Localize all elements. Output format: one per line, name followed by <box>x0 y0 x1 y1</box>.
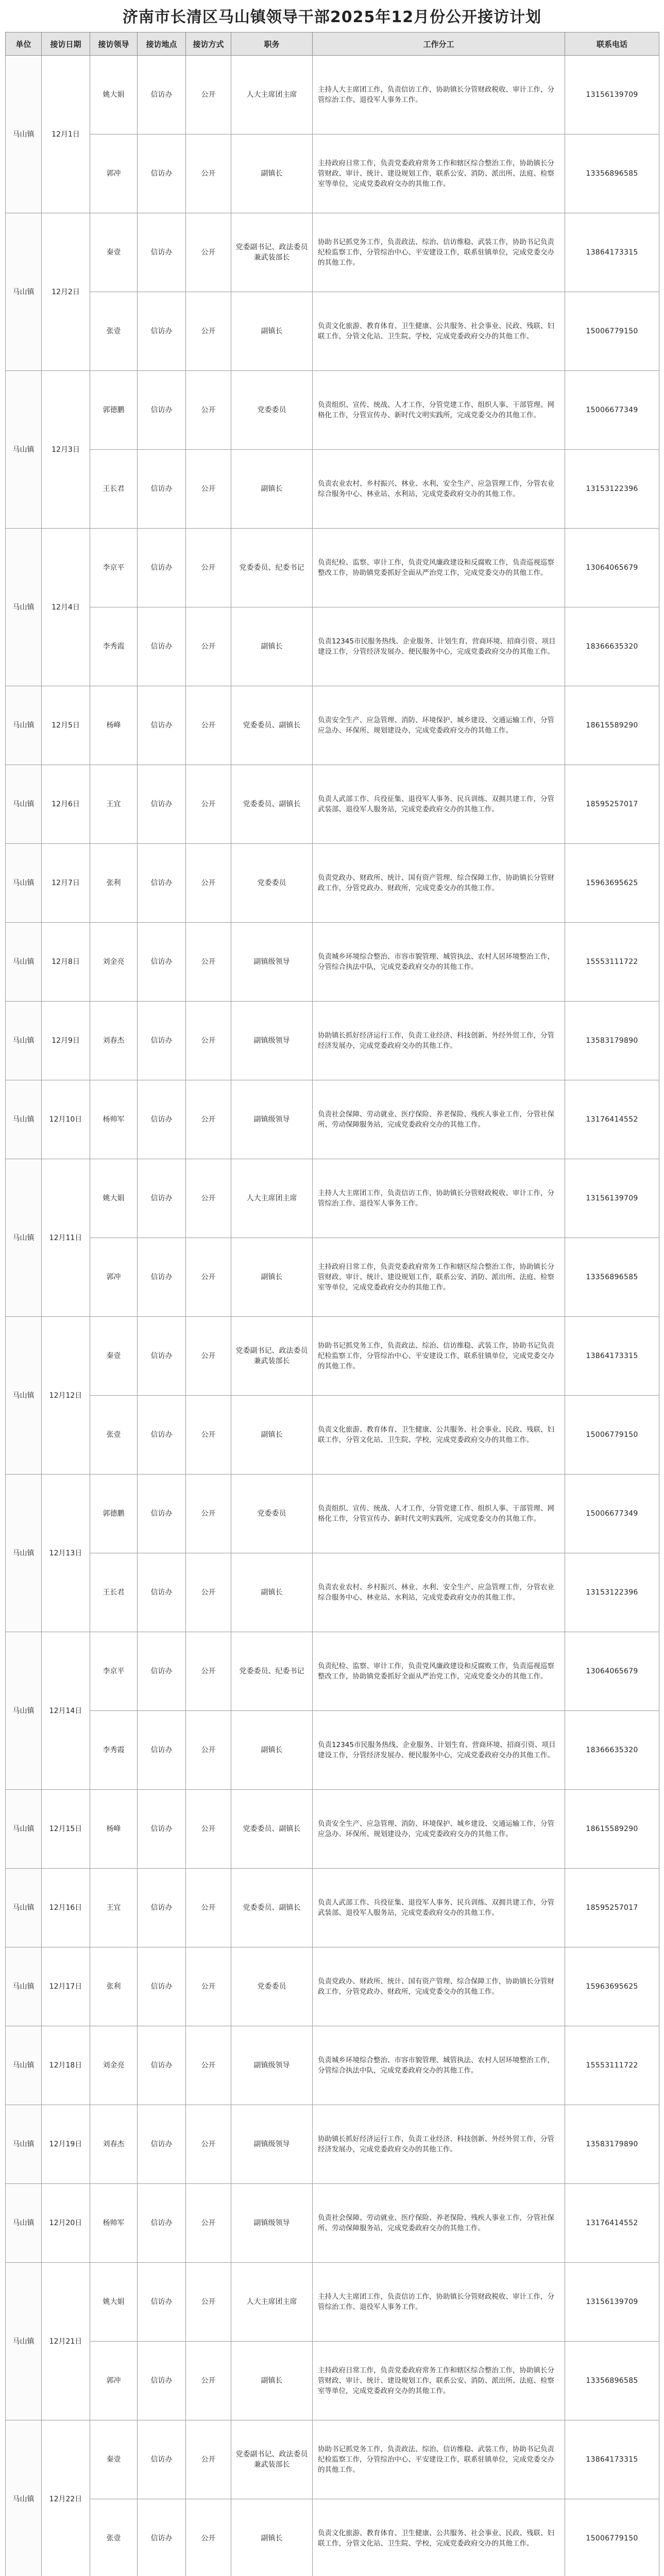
cell-leader: 刘春杰 <box>90 2105 138 2184</box>
cell-place: 信访办 <box>138 1711 186 1790</box>
cell-place: 信访办 <box>138 371 186 450</box>
cell-phone: 13356896585 <box>565 134 659 213</box>
cell-phone: 13064065679 <box>565 1632 659 1711</box>
cell-mode: 公开 <box>186 1947 231 2026</box>
cell-phone: 13176414552 <box>565 1080 659 1159</box>
document-title: 济南市长清区马山镇领导干部2025年12月份公开接访计划 <box>122 8 542 26</box>
cell-phone: 13176414552 <box>565 2184 659 2263</box>
cell-phone: 18615589290 <box>565 686 659 765</box>
cell-leader: 李秀霞 <box>90 607 138 686</box>
cell-leader: 王宜 <box>90 1869 138 1947</box>
table-row <box>6 134 659 213</box>
cell-leader: 杨峰 <box>90 686 138 765</box>
cell-duty: 负责纪检、监察、审计工作，负责党风廉政建设和反腐败工作，负责巡视巡察整改工作，协助镇党委抓好全面从严治党工作，完成党委交办的其他工作。 <box>313 529 565 607</box>
table-row <box>6 1396 659 1475</box>
visit-schedule-table <box>5 32 659 2576</box>
cell-phone: 13064065679 <box>565 529 659 607</box>
cell-date: 12月19日 <box>42 2105 90 2184</box>
cell-mode: 公开 <box>186 1553 231 1632</box>
cell-mode: 公开 <box>186 2105 231 2184</box>
table-row <box>6 2184 659 2263</box>
cell-post: 党委委员 <box>231 1475 313 1553</box>
cell-place: 信访办 <box>138 1947 186 2026</box>
table-row <box>6 1632 659 1711</box>
cell-duty: 负责农业农村、乡村振兴、林业、水利、安全生产、应急管理工作，分管农业综合服务中心、林业站、水利站，完成党委政府交办的其他工作。 <box>313 1553 565 1632</box>
cell-date: 12月13日 <box>42 1475 90 1632</box>
cell-phone: 13156139709 <box>565 56 659 134</box>
header-place: 接访地点 <box>138 32 186 56</box>
table-row <box>6 2342 659 2420</box>
cell-unit: 马山镇 <box>6 844 42 923</box>
cell-unit: 马山镇 <box>6 1002 42 1080</box>
cell-phone: 18366635320 <box>565 607 659 686</box>
table-row <box>6 2263 659 2342</box>
cell-unit: 马山镇 <box>6 1159 42 1317</box>
cell-duty: 负责安全生产、应急管理、消防、环境保护、城乡建设、交通运输工作，分管应急办、环保所、规划建设办，完成党委政府交办的其他工作。 <box>313 686 565 765</box>
cell-mode: 公开 <box>186 2499 231 2576</box>
cell-post: 副镇级领导 <box>231 923 313 1002</box>
cell-leader: 刘金亮 <box>90 2026 138 2105</box>
cell-duty: 负责组织、宣传、统战、人才工作，分管党建工作、组织人事、干部管理、网格化工作，分管宣传办、新时代文明实践所，完成党委交办的其他工作。 <box>313 1475 565 1553</box>
cell-mode: 公开 <box>186 2342 231 2420</box>
cell-place: 信访办 <box>138 2420 186 2499</box>
cell-leader: 张壹 <box>90 1396 138 1475</box>
cell-phone: 13583179890 <box>565 1002 659 1080</box>
cell-duty: 负责组织、宣传、统战、人才工作，分管党建工作、组织人事、干部管理、网格化工作，分管宣传办、新时代文明实践所，完成党委交办的其他工作。 <box>313 371 565 450</box>
cell-leader: 李京平 <box>90 529 138 607</box>
cell-post: 党委副书记、政法委员兼武装部长 <box>231 213 313 292</box>
table-row <box>6 56 659 134</box>
cell-post: 人大主席团主席 <box>231 1159 313 1238</box>
cell-unit: 马山镇 <box>6 529 42 686</box>
cell-place: 信访办 <box>138 529 186 607</box>
cell-unit: 马山镇 <box>6 213 42 371</box>
cell-mode: 公开 <box>186 1396 231 1475</box>
cell-date: 12月22日 <box>42 2420 90 2576</box>
cell-unit: 马山镇 <box>6 923 42 1002</box>
cell-phone: 15006779150 <box>565 1396 659 1475</box>
cell-post: 党委委员、纪委书记 <box>231 1632 313 1711</box>
header-duty: 工作分工 <box>313 32 565 56</box>
header-post: 职务 <box>231 32 313 56</box>
cell-mode: 公开 <box>186 529 231 607</box>
cell-leader: 刘金亮 <box>90 923 138 1002</box>
cell-place: 信访办 <box>138 1632 186 1711</box>
cell-date: 12月1日 <box>42 56 90 213</box>
cell-leader: 张壹 <box>90 2499 138 2576</box>
table-row <box>6 2420 659 2499</box>
cell-place: 信访办 <box>138 2184 186 2263</box>
cell-post: 党委副书记、政法委员兼武装部长 <box>231 1317 313 1396</box>
table-row <box>6 1475 659 1553</box>
cell-place: 信访办 <box>138 1238 186 1317</box>
cell-mode: 公开 <box>186 765 231 844</box>
cell-date: 12月20日 <box>42 2184 90 2263</box>
cell-mode: 公开 <box>186 1711 231 1790</box>
cell-unit: 马山镇 <box>6 2420 42 2576</box>
cell-duty: 协助镇长抓好经济运行工作，负责工业经济、科技创新、外经外贸工作，分管经济发展办，完成党委政府交办的其他工作。 <box>313 1002 565 1080</box>
cell-phone: 13864173315 <box>565 213 659 292</box>
cell-leader: 王长君 <box>90 1553 138 1632</box>
cell-mode: 公开 <box>186 923 231 1002</box>
cell-leader: 刘春杰 <box>90 1002 138 1080</box>
cell-date: 12月21日 <box>42 2263 90 2420</box>
cell-leader: 秦壹 <box>90 2420 138 2499</box>
cell-mode: 公开 <box>186 1238 231 1317</box>
cell-duty: 负责城乡环境综合整治、市容市貌管理、城管执法、农村人居环境整治工作，分管综合执法中队，完成党委政府交办的其他工作。 <box>313 2026 565 2105</box>
cell-leader: 郭冲 <box>90 1238 138 1317</box>
table-row <box>6 1790 659 1869</box>
cell-place: 信访办 <box>138 1396 186 1475</box>
cell-post: 副镇长 <box>231 2342 313 2420</box>
cell-place: 信访办 <box>138 134 186 213</box>
cell-mode: 公开 <box>186 1632 231 1711</box>
cell-mode: 公开 <box>186 56 231 134</box>
cell-leader: 杨帅军 <box>90 1080 138 1159</box>
cell-leader: 姚大娟 <box>90 1159 138 1238</box>
cell-unit: 马山镇 <box>6 1475 42 1632</box>
cell-place: 信访办 <box>138 1080 186 1159</box>
cell-date: 12月2日 <box>42 213 90 371</box>
cell-date: 12月4日 <box>42 529 90 686</box>
cell-unit: 马山镇 <box>6 1947 42 2026</box>
cell-mode: 公开 <box>186 1002 231 1080</box>
table-row <box>6 923 659 1002</box>
cell-phone: 18366635320 <box>565 1711 659 1790</box>
table-row <box>6 213 659 292</box>
cell-duty: 主持人大主席团工作，负责信访工作，协助镇长分管财政税收、审计工作，分管综治工作、退役军人事务工作。 <box>313 2263 565 2342</box>
cell-place: 信访办 <box>138 292 186 371</box>
table-row <box>6 686 659 765</box>
cell-duty: 负责文化旅游、教育体育、卫生健康、公共服务、社会事业、民政、残联、妇联工作，分管文化站、卫生院、学校，完成党委政府交办的其他工作。 <box>313 2499 565 2576</box>
table-row <box>6 844 659 923</box>
cell-leader: 张利 <box>90 1947 138 2026</box>
cell-place: 信访办 <box>138 2342 186 2420</box>
cell-mode: 公开 <box>186 1790 231 1869</box>
cell-mode: 公开 <box>186 292 231 371</box>
cell-post: 党委委员、纪委书记 <box>231 529 313 607</box>
cell-place: 信访办 <box>138 1159 186 1238</box>
table-row <box>6 1947 659 2026</box>
table-row <box>6 450 659 529</box>
cell-leader: 姚大娟 <box>90 2263 138 2342</box>
table-row <box>6 2026 659 2105</box>
table-row <box>6 2499 659 2576</box>
table-row <box>6 1553 659 1632</box>
table-row <box>6 1159 659 1238</box>
cell-duty: 协助镇长抓好经济运行工作，负责工业经济、科技创新、外经外贸工作，分管经济发展办，完成党委政府交办的其他工作。 <box>313 2105 565 2184</box>
cell-unit: 马山镇 <box>6 1869 42 1947</box>
cell-place: 信访办 <box>138 1553 186 1632</box>
cell-post: 党委委员、副镇长 <box>231 1869 313 1947</box>
cell-post: 人大主席团主席 <box>231 2263 313 2342</box>
cell-duty: 负责党政办、财政所、统计、国有资产管理、综合保障工作，协助镇长分管财政工作，分管党政办、财政所，完成党委交办的其他工作。 <box>313 1947 565 2026</box>
cell-duty: 负责社会保障、劳动就业、医疗保险、养老保险、残疾人事业工作，分管社保所、劳动保障服务站，完成党委政府交办的其他工作。 <box>313 2184 565 2263</box>
cell-date: 12月3日 <box>42 371 90 529</box>
cell-post: 副镇长 <box>231 1711 313 1790</box>
cell-place: 信访办 <box>138 923 186 1002</box>
cell-mode: 公开 <box>186 371 231 450</box>
cell-mode: 公开 <box>186 844 231 923</box>
cell-leader: 秦壹 <box>90 213 138 292</box>
cell-date: 12月9日 <box>42 1002 90 1080</box>
cell-date: 12月14日 <box>42 1632 90 1790</box>
cell-post: 副镇级领导 <box>231 2184 313 2263</box>
cell-post: 党委委员、副镇长 <box>231 765 313 844</box>
cell-mode: 公开 <box>186 1869 231 1947</box>
cell-leader: 杨帅军 <box>90 2184 138 2263</box>
cell-post: 副镇级领导 <box>231 2026 313 2105</box>
cell-post: 党委委员 <box>231 844 313 923</box>
cell-unit: 马山镇 <box>6 2263 42 2420</box>
cell-post: 副镇长 <box>231 607 313 686</box>
cell-post: 副镇级领导 <box>231 1002 313 1080</box>
cell-mode: 公开 <box>186 2420 231 2499</box>
cell-place: 信访办 <box>138 56 186 134</box>
cell-duty: 负责文化旅游、教育体育、卫生健康、公共服务、社会事业、民政、残联、妇联工作，分管文化站、卫生院、学校，完成党委政府交办的其他工作。 <box>313 1396 565 1475</box>
cell-place: 信访办 <box>138 1790 186 1869</box>
cell-post: 副镇级领导 <box>231 1080 313 1159</box>
cell-post: 副镇长 <box>231 134 313 213</box>
header-date: 接访日期 <box>42 32 90 56</box>
cell-phone: 13156139709 <box>565 1159 659 1238</box>
cell-date: 12月17日 <box>42 1947 90 2026</box>
cell-place: 信访办 <box>138 1475 186 1553</box>
cell-duty: 主持政府日常工作，负责党委政府常务工作和辖区综合整治工作，协助镇长分管财政、审计、统计、建设规划工作，联系公安、消防、派出所、法庭、检察室等单位，完成党委政府交办的其他工作。 <box>313 2342 565 2420</box>
cell-post: 党委委员 <box>231 371 313 450</box>
cell-mode: 公开 <box>186 213 231 292</box>
cell-phone: 15006779150 <box>565 292 659 371</box>
cell-phone: 13864173315 <box>565 1317 659 1396</box>
cell-phone: 15963695625 <box>565 844 659 923</box>
cell-date: 12月5日 <box>42 686 90 765</box>
cell-leader: 郭冲 <box>90 2342 138 2420</box>
cell-date: 12月15日 <box>42 1790 90 1869</box>
cell-mode: 公开 <box>186 1159 231 1238</box>
cell-unit: 马山镇 <box>6 2184 42 2263</box>
cell-leader: 杨峰 <box>90 1790 138 1869</box>
cell-duty: 主持人大主席团工作，负责信访工作，协助镇长分管财政税收、审计工作，分管综治工作、退役军人事务工作。 <box>313 1159 565 1238</box>
cell-phone: 15006677349 <box>565 371 659 450</box>
cell-duty: 协助书记抓党务工作，负责政法、综治、信访维稳、武装工作，协助书记负责纪检监察工作，分管综治中心、平安建设工作，联系驻镇单位，完成党委交办的其他工作。 <box>313 213 565 292</box>
cell-phone: 18595257017 <box>565 765 659 844</box>
cell-place: 信访办 <box>138 1317 186 1396</box>
cell-unit: 马山镇 <box>6 765 42 844</box>
cell-leader: 秦壹 <box>90 1317 138 1396</box>
cell-place: 信访办 <box>138 607 186 686</box>
cell-mode: 公开 <box>186 450 231 529</box>
cell-date: 12月12日 <box>42 1317 90 1475</box>
cell-place: 信访办 <box>138 765 186 844</box>
cell-mode: 公开 <box>186 2184 231 2263</box>
header-mode: 接访方式 <box>186 32 231 56</box>
table-row <box>6 1238 659 1317</box>
cell-phone: 13864173315 <box>565 2420 659 2499</box>
cell-post: 副镇长 <box>231 2499 313 2576</box>
cell-duty: 负责安全生产、应急管理、消防、环境保护、城乡建设、交通运输工作，分管应急办、环保所、规划建设办，完成党委政府交办的其他工作。 <box>313 1790 565 1869</box>
header-leader: 接访领导 <box>90 32 138 56</box>
cell-phone: 13156139709 <box>565 2263 659 2342</box>
cell-post: 人大主席团主席 <box>231 56 313 134</box>
cell-unit: 马山镇 <box>6 371 42 529</box>
cell-phone: 15963695625 <box>565 1947 659 2026</box>
table-row <box>6 1711 659 1790</box>
cell-phone: 13153122396 <box>565 450 659 529</box>
cell-place: 信访办 <box>138 450 186 529</box>
cell-post: 副镇长 <box>231 292 313 371</box>
cell-phone: 18595257017 <box>565 1869 659 1947</box>
cell-leader: 李秀霞 <box>90 1711 138 1790</box>
cell-duty: 主持政府日常工作，负责党委政府常务工作和辖区综合整治工作，协助镇长分管财政、审计、统计、建设规划工作，联系公安、消防、派出所、法庭、检察室等单位，完成党委政府交办的其他工作。 <box>313 134 565 213</box>
header-phone: 联系电话 <box>565 32 659 56</box>
table-row <box>6 2105 659 2184</box>
cell-duty: 协助书记抓党务工作，负责政法、综治、信访维稳、武装工作，协助书记负责纪检监察工作，分管综治中心、平安建设工作，联系驻镇单位，完成党委交办的其他工作。 <box>313 1317 565 1396</box>
cell-date: 12月11日 <box>42 1159 90 1317</box>
cell-place: 信访办 <box>138 844 186 923</box>
table-row <box>6 1080 659 1159</box>
cell-place: 信访办 <box>138 213 186 292</box>
cell-duty: 协助书记抓党务工作，负责政法、综治、信访维稳、武装工作，协助书记负责纪检监察工作，分管综治中心、平安建设工作，联系驻镇单位，完成党委交办的其他工作。 <box>313 2420 565 2499</box>
cell-unit: 马山镇 <box>6 2026 42 2105</box>
cell-duty: 负责文化旅游、教育体育、卫生健康、公共服务、社会事业、民政、残联、妇联工作，分管文化站、卫生院、学校，完成党委政府交办的其他工作。 <box>313 292 565 371</box>
cell-unit: 马山镇 <box>6 2105 42 2184</box>
cell-place: 信访办 <box>138 1869 186 1947</box>
cell-place: 信访办 <box>138 2263 186 2342</box>
cell-post: 党委委员、副镇长 <box>231 686 313 765</box>
header-unit: 单位 <box>6 32 42 56</box>
cell-unit: 马山镇 <box>6 1080 42 1159</box>
cell-leader: 郭冲 <box>90 134 138 213</box>
table-body <box>6 56 659 2576</box>
cell-mode: 公开 <box>186 2026 231 2105</box>
cell-leader: 郭德鹏 <box>90 1475 138 1553</box>
cell-duty: 主持政府日常工作，负责党委政府常务工作和辖区综合整治工作，协助镇长分管财政、审计、统计、建设规划工作，联系公安、消防、派出所、法庭、检察室等单位，完成党委政府交办的其他工作。 <box>313 1238 565 1317</box>
cell-phone: 15006677349 <box>565 1475 659 1553</box>
cell-leader: 王长君 <box>90 450 138 529</box>
cell-mode: 公开 <box>186 1080 231 1159</box>
cell-mode: 公开 <box>186 1475 231 1553</box>
table-row <box>6 765 659 844</box>
cell-date: 12月6日 <box>42 765 90 844</box>
cell-unit: 马山镇 <box>6 1790 42 1869</box>
cell-leader: 郭德鹏 <box>90 371 138 450</box>
cell-post: 副镇长 <box>231 1553 313 1632</box>
cell-unit: 马山镇 <box>6 1317 42 1475</box>
cell-post: 党委委员 <box>231 1947 313 2026</box>
cell-place: 信访办 <box>138 1002 186 1080</box>
cell-post: 副镇长 <box>231 1238 313 1317</box>
table-row <box>6 1869 659 1947</box>
cell-post: 党委委员、副镇长 <box>231 1790 313 1869</box>
cell-mode: 公开 <box>186 686 231 765</box>
cell-phone: 15553111722 <box>565 2026 659 2105</box>
cell-date: 12月18日 <box>42 2026 90 2105</box>
table-row <box>6 1317 659 1396</box>
cell-duty: 负责农业农村、乡村振兴、林业、水利、安全生产、应急管理工作，分管农业综合服务中心、林业站、水利站，完成党委政府交办的其他工作。 <box>313 450 565 529</box>
cell-place: 信访办 <box>138 2105 186 2184</box>
cell-mode: 公开 <box>186 1317 231 1396</box>
cell-mode: 公开 <box>186 2263 231 2342</box>
cell-phone: 13583179890 <box>565 2105 659 2184</box>
cell-phone: 18615589290 <box>565 1790 659 1869</box>
cell-duty: 负责人武部工作、兵役征集、退役军人事务、民兵训练、双拥共建工作，分管武装部、退役军人服务站，完成党委政府交办的其他工作。 <box>313 1869 565 1947</box>
cell-duty: 主持人大主席团工作，负责信访工作，协助镇长分管财政税收、审计工作，分管综治工作、退役军人事务工作。 <box>313 56 565 134</box>
cell-leader: 王宜 <box>90 765 138 844</box>
cell-post: 党委副书记、政法委员兼武装部长 <box>231 2420 313 2499</box>
cell-date: 12月7日 <box>42 844 90 923</box>
cell-phone: 13153122396 <box>565 1553 659 1632</box>
cell-duty: 负责城乡环境综合整治、市容市貌管理、城管执法、农村人居环境整治工作，分管综合执法中队，完成党委政府交办的其他工作。 <box>313 923 565 1002</box>
cell-duty: 负责12345市民服务热线、企业服务、计划生育、营商环境、招商引资、项目建设工作，分管经济发展办、便民服务中心，完成党委政府交办的其他工作。 <box>313 1711 565 1790</box>
cell-date: 12月10日 <box>42 1080 90 1159</box>
cell-post: 副镇级领导 <box>231 2105 313 2184</box>
cell-phone: 15553111722 <box>565 923 659 1002</box>
cell-leader: 张壹 <box>90 292 138 371</box>
cell-place: 信访办 <box>138 2026 186 2105</box>
cell-date: 12月16日 <box>42 1869 90 1947</box>
cell-leader: 李京平 <box>90 1632 138 1711</box>
cell-phone: 15006779150 <box>565 2499 659 2576</box>
cell-mode: 公开 <box>186 607 231 686</box>
table-row <box>6 607 659 686</box>
cell-leader: 姚大娟 <box>90 56 138 134</box>
cell-unit: 马山镇 <box>6 686 42 765</box>
table-row <box>6 1002 659 1080</box>
cell-unit: 马山镇 <box>6 1632 42 1790</box>
cell-mode: 公开 <box>186 134 231 213</box>
cell-duty: 负责纪检、监察、审计工作，负责党风廉政建设和反腐败工作，负责巡视巡察整改工作，协助镇党委抓好全面从严治党工作，完成党委交办的其他工作。 <box>313 1632 565 1711</box>
table-row <box>6 371 659 450</box>
cell-duty: 负责社会保障、劳动就业、医疗保险、养老保险、残疾人事业工作，分管社保所、劳动保障服务站，完成党委政府交办的其他工作。 <box>313 1080 565 1159</box>
cell-place: 信访办 <box>138 686 186 765</box>
table-row <box>6 529 659 607</box>
cell-duty: 负责人武部工作、兵役征集、退役军人事务、民兵训练、双拥共建工作，分管武装部、退役军人服务站，完成党委政府交办的其他工作。 <box>313 765 565 844</box>
cell-unit: 马山镇 <box>6 56 42 213</box>
cell-date: 12月8日 <box>42 923 90 1002</box>
cell-phone: 13356896585 <box>565 2342 659 2420</box>
cell-duty: 负责12345市民服务热线、企业服务、计划生育、营商环境、招商引资、项目建设工作，分管经济发展办、便民服务中心，完成党委政府交办的其他工作。 <box>313 607 565 686</box>
cell-post: 副镇长 <box>231 450 313 529</box>
header-row <box>6 32 659 56</box>
cell-phone: 13356896585 <box>565 1238 659 1317</box>
cell-post: 副镇长 <box>231 1396 313 1475</box>
table-row <box>6 292 659 371</box>
cell-leader: 张利 <box>90 844 138 923</box>
cell-duty: 负责党政办、财政所、统计、国有资产管理、综合保障工作，协助镇长分管财政工作，分管党政办、财政所，完成党委交办的其他工作。 <box>313 844 565 923</box>
cell-place: 信访办 <box>138 2499 186 2576</box>
